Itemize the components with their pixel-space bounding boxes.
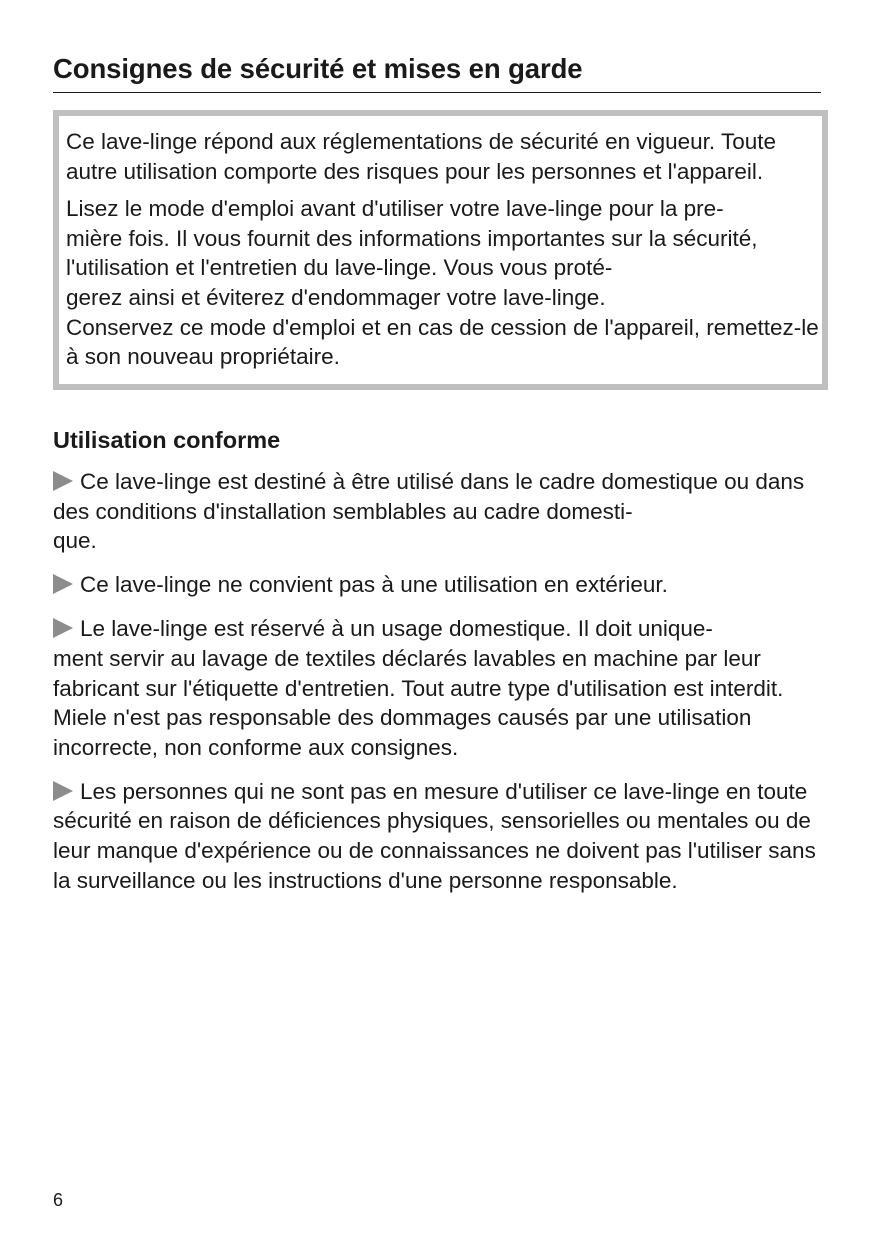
- list-item-text: Le lave-linge est réservé à un usage domestique. Il doit unique- ment servir au lavage de textiles déclarés lavables en machine par leur fabricant sur l'étiquette d'entretien. Tout autre type d'utilisation est interdit. Miele n'est pas responsable des dommages causés par une utilisation incorrecte, non conforme aux consignes.: [53, 616, 784, 760]
- notice-paragraph: Lisez le mode d'emploi avant d'utiliser votre lave-linge pour la pre- mière fois. Il vous fournit des informations importantes sur la sécurité, l'utilisation et l'entretien du lave-linge. Vous vous proté- gerez ainsi et éviterez d'endommager votre lave-linge. Conservez ce mode d'emploi et en cas de cession de l'appareil, remettez-le à son nouveau propriétaire.: [66, 196, 819, 370]
- instruction-list: [53, 467, 828, 910]
- list-item-text: Ce lave-linge ne convient pas à une utilisation en extérieur.: [80, 572, 668, 598]
- list-item: [53, 614, 828, 762]
- title-divider: [53, 92, 821, 93]
- triangle-bullet-icon: [53, 781, 73, 801]
- page-number: 6: [53, 1190, 64, 1210]
- notice-paragraph: Ce lave-linge répond aux réglementations de sécurité en vigueur. Toute autre utilisation comporte des risques pour les personnes et l'appareil.: [66, 129, 777, 184]
- list-item: [53, 570, 828, 600]
- list-item-text: Ce lave-linge est destiné à être utilisé dans le cadre domestique ou dans des conditions d'installation semblables au cadre domesti- que.: [53, 469, 805, 554]
- triangle-bullet-icon: [53, 574, 73, 594]
- triangle-bullet-icon: [53, 471, 73, 491]
- list-item-text: Les personnes qui ne sont pas en mesure d'utiliser ce lave-linge en toute sécurité en raison de déficiences physiques, sensorielles ou mentales ou de leur manque d'expérience ou de connaissances ne doivent pas l'utiliser sans la surveillance ou les instructions d'une personne responsable.: [53, 778, 816, 893]
- section-heading: Utilisation conforme: [53, 427, 281, 453]
- list-item: [53, 467, 828, 556]
- safety-notice-box: [53, 110, 828, 390]
- page-title: Consignes de sécurité et mises en garde: [53, 53, 583, 84]
- list-item: [53, 777, 828, 895]
- triangle-bullet-icon: [53, 618, 73, 638]
